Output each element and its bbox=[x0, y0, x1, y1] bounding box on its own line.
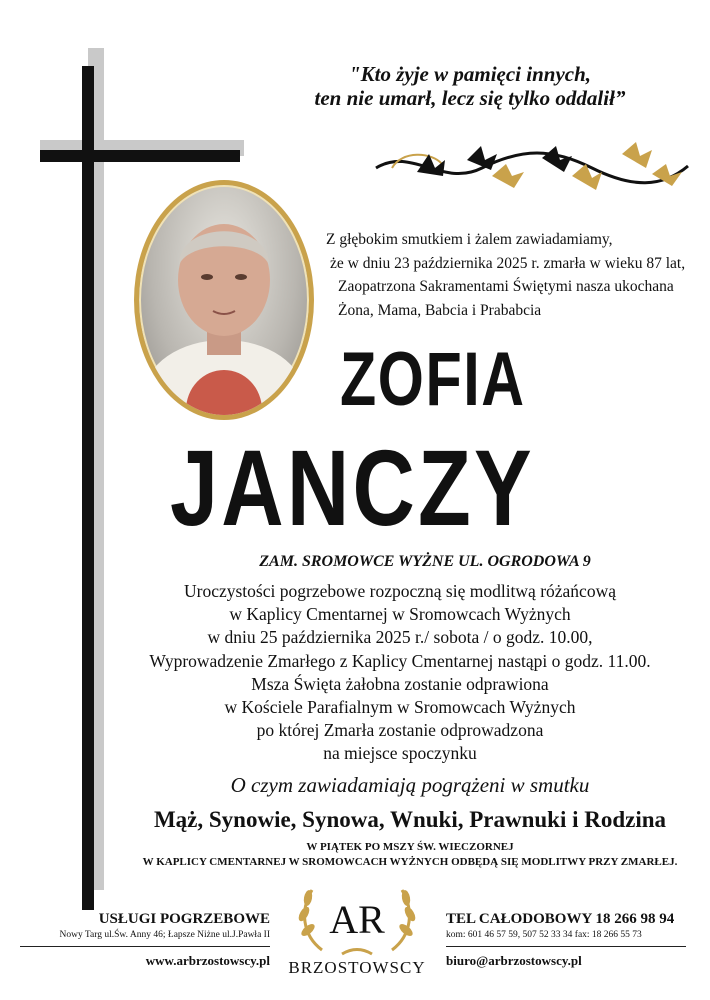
ceremony-line: po której Zmarła zostanie odprowadzona bbox=[256, 720, 544, 741]
footer-email-link[interactable]: biuro@arbrzostowscy.pl bbox=[446, 953, 582, 968]
ceremony-line: Msza Święta żałobna zostanie odprawiona bbox=[251, 673, 549, 694]
company-logo bbox=[282, 880, 432, 990]
deceased-surname: JANCZY bbox=[170, 427, 535, 548]
motto-line-1: "Kto żyje w pamięci innych, bbox=[348, 62, 592, 86]
ivy-ornament-icon bbox=[372, 138, 692, 196]
footer-website-link[interactable]: www.arbrzostowscy.pl bbox=[145, 953, 270, 968]
portrait-figure-icon bbox=[139, 185, 309, 415]
motto-line-2: ten nie umarł, lecz się tylko oddalił” bbox=[314, 86, 626, 110]
intro-announcement bbox=[318, 228, 698, 322]
footer-divider-right bbox=[446, 946, 686, 947]
grieving-statement: O czym zawiadamiają pogrążeni w smutku bbox=[230, 773, 590, 797]
footer-phones: kom: 601 46 57 59, 507 52 33 34 fax: 18 266 55 73 bbox=[446, 930, 642, 940]
footer-company-info bbox=[20, 910, 270, 969]
family-list: Mąż, Synowie, Synowa, Wnuki, Prawnuki i Rodzina bbox=[153, 807, 667, 832]
motto-quote bbox=[250, 62, 690, 110]
footer-phone-title: TEL CAŁODOBOWY 18 266 98 94 bbox=[446, 911, 675, 927]
intro-line-4: Żona, Mama, Babcia i Prababcia bbox=[338, 301, 542, 319]
ceremony-line: w Kościele Parafialnym w Sromowcach Wyżnych bbox=[224, 697, 576, 718]
prayer-note-line-2: W KAPLICY CMENTARNEJ W SROMOWCACH WYŻNYCH ODBĘDĄ SIĘ MODLITWY PRZY ZMARŁEJ. bbox=[142, 856, 678, 868]
footer-company-title: USŁUGI POGRZEBOWE bbox=[98, 911, 270, 927]
portrait-photo bbox=[134, 180, 314, 420]
logo-name: BRZOSTOWSCY bbox=[288, 958, 426, 977]
ceremony-line: Uroczystości pogrzebowe rozpoczną się modlitwą różańcową bbox=[184, 581, 616, 601]
cross-horizontal-beam bbox=[40, 150, 240, 162]
ceremony-details bbox=[100, 580, 700, 766]
ceremony-line: Wyprowadzenie Zmarłego z Kaplicy Cmentarnej nastąpi o godz. 11.00. bbox=[149, 650, 651, 671]
cross-vertical-beam bbox=[82, 66, 94, 910]
ceremony-line: w Kaplicy Cmentarnej w Sromowcach Wyżnych bbox=[229, 604, 571, 625]
intro-line-2: że w dniu 23 października 2025 r. zmarła w wieku 87 lat, bbox=[330, 254, 686, 272]
deceased-address: ZAM. SROMOWCE WYŻNE UL. OGRODOWA 9 bbox=[259, 553, 591, 570]
intro-line-3: Zaopatrzona Sakramentami Świętymi nasza ukochana bbox=[338, 278, 674, 295]
deceased-first-name: ZOFIA bbox=[340, 337, 526, 422]
footer-divider-left bbox=[20, 946, 270, 947]
intro-line-1: Z głębokim smutkiem i żalem zawiadamiamy, bbox=[326, 231, 613, 248]
prayer-note-line-1: W PIĄTEK PO MSZY ŚW. WIECZORNEJ bbox=[306, 841, 514, 853]
footer-company-address: Nowy Targ ul.Św. Anny 46; Łapsze Niżne ul.J.Pawła II bbox=[59, 930, 270, 940]
ceremony-line: w dniu 25 października 2025 r./ sobota / o godz. 10.00, bbox=[207, 627, 593, 648]
ceremony-line: na miejsce spoczynku bbox=[323, 743, 477, 764]
footer-contact-info bbox=[446, 910, 686, 969]
prayer-note bbox=[110, 840, 710, 870]
logo-letters: AR bbox=[329, 897, 385, 942]
